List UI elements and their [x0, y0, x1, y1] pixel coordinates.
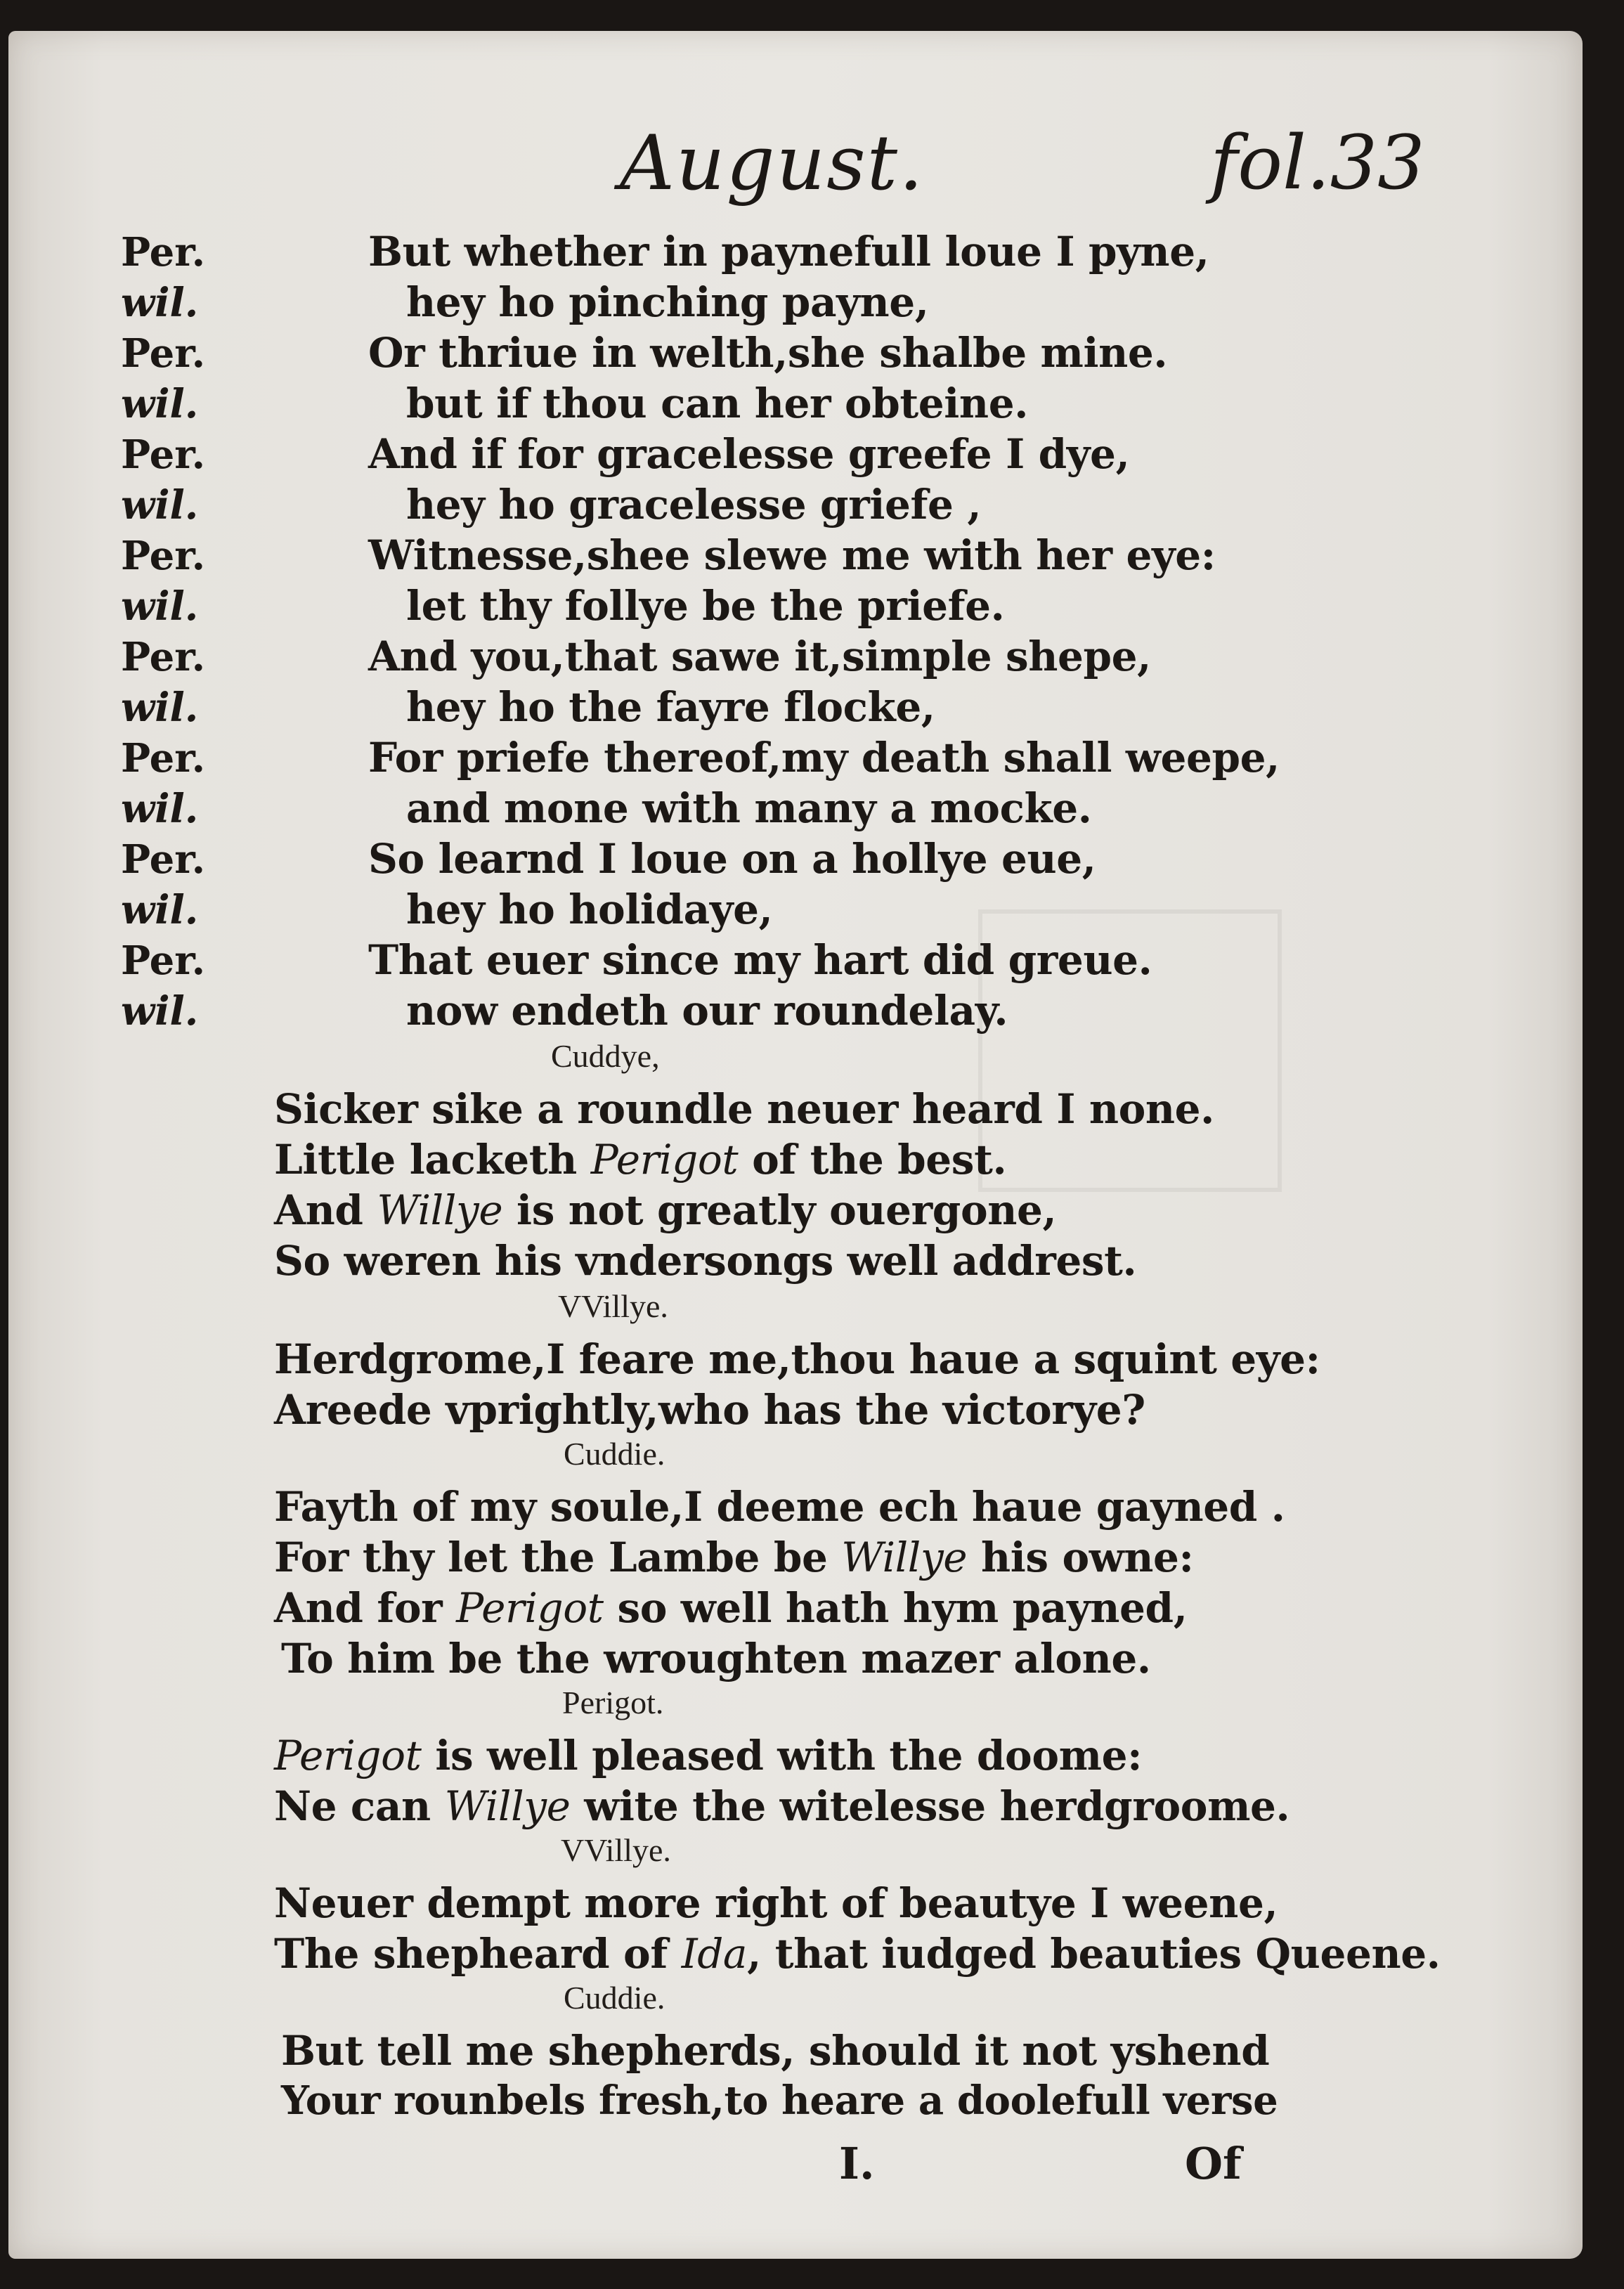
- verse-line: hey ho holidaye,: [406, 886, 773, 933]
- signature-mark: I.: [839, 2138, 875, 2189]
- verse-line: [274, 1584, 1188, 1632]
- speaker-label: wil.: [121, 280, 199, 326]
- verse-line: [274, 1930, 1441, 1978]
- speaker-heading: Cuddie.: [564, 1436, 665, 1472]
- verse-text: so well hath hym payned,: [603, 1584, 1188, 1632]
- speaker-label: wil.: [121, 685, 199, 731]
- speaker-heading: Cuddye,: [551, 1038, 660, 1074]
- verse-line: And if for gracelesse greefe I dye,: [368, 430, 1130, 478]
- speaker-label: Per.: [121, 634, 206, 680]
- verse-line: hey ho the fayre flocke,: [406, 683, 935, 731]
- verse-line: Areede vprightly,who has the victorye?: [274, 1386, 1145, 1434]
- verse-text: Little lacketh: [274, 1136, 591, 1184]
- verse-line: But tell me shepherds, should it not yshend: [281, 2027, 1270, 2075]
- verse-text: his owne:: [967, 1533, 1194, 1581]
- speaker-label: Per.: [121, 938, 206, 984]
- verse-line: [274, 1732, 1142, 1779]
- speaker-label: Per.: [121, 229, 206, 275]
- verse-text: And for: [274, 1584, 457, 1632]
- verse-line: For priefe thereof,my death shall weepe,: [368, 734, 1280, 782]
- speaker-label: wil.: [121, 583, 199, 630]
- italic-name: Perigot: [274, 1732, 422, 1779]
- verse-line: hey ho pinching payne,: [406, 278, 929, 326]
- verse-line: So weren his vndersongs well addrest.: [274, 1237, 1137, 1285]
- speaker-label: Per.: [121, 735, 206, 782]
- verse-line: let thy follye be the priefe.: [406, 582, 1005, 630]
- speaker-label: wil.: [121, 887, 199, 933]
- verse-text: wite the witelesse herdgroome.: [570, 1782, 1290, 1830]
- verse-text: The shepheard of: [274, 1930, 682, 1978]
- speaker-label: Per.: [121, 432, 206, 478]
- verse-line: To him be the wroughten mazer alone.: [281, 1635, 1151, 1682]
- verse-line: hey ho gracelesse griefe ,: [406, 481, 982, 529]
- verse-line: Fayth of my soule,I deeme ech haue gayned .: [274, 1483, 1285, 1531]
- speaker-heading: VVillye.: [558, 1288, 668, 1324]
- verse-line: So learnd I loue on a hollye eue,: [368, 835, 1096, 883]
- speaker-label: Per.: [121, 533, 206, 579]
- verse-line: But whether in paynefull loue I pyne,: [368, 228, 1209, 275]
- verse-line: but if thou can her obteine.: [406, 380, 1028, 427]
- verse-line: Neuer dempt more right of beautye I weene,: [274, 1879, 1278, 1927]
- verse-line: [274, 1782, 1290, 1830]
- verse-line: now endeth our roundelay.: [406, 987, 1008, 1035]
- italic-name: Perigot: [456, 1584, 604, 1632]
- verse-text: is well pleased with the doome:: [421, 1732, 1143, 1779]
- verse-line: Sicker sike a roundle neuer heard I none.: [274, 1085, 1214, 1133]
- verse-line: And you,that sawe it,simple shepe,: [368, 633, 1151, 680]
- italic-name: Ida: [681, 1930, 748, 1978]
- verse-line: [274, 1136, 1006, 1184]
- speaker-heading: Cuddie.: [564, 1980, 665, 2016]
- catchword: Of: [1185, 2138, 1242, 2189]
- verse-line: Your rounbels fresh,to heare a doolefull verse: [281, 2077, 1278, 2124]
- verse-line: and mone with many a mocke.: [406, 784, 1092, 832]
- verse-text: of the best.: [738, 1136, 1007, 1184]
- italic-name: Willye: [841, 1533, 968, 1581]
- speaker-label: Per.: [121, 836, 206, 883]
- verse-text: , that iudged beauties Queene.: [747, 1930, 1441, 1978]
- verse-line: That euer since my hart did greue.: [368, 936, 1152, 984]
- italic-name: Willye: [377, 1186, 503, 1234]
- speaker-label: wil.: [121, 988, 199, 1035]
- speaker-heading: VVillye.: [561, 1832, 671, 1868]
- verse-line: Witnesse,shee slewe me with her eye:: [368, 531, 1216, 579]
- verse-text: Ne can: [274, 1782, 445, 1830]
- verse-line: [274, 1533, 1194, 1581]
- speaker-label: wil.: [121, 786, 199, 832]
- speaker-label: wil.: [121, 482, 199, 529]
- page: [8, 31, 1583, 2259]
- verse-line: Or thriue in welth,she shalbe mine.: [368, 329, 1168, 377]
- italic-name: Willye: [444, 1782, 571, 1830]
- verse-text: And: [274, 1186, 377, 1234]
- speaker-label: Per.: [121, 330, 206, 377]
- verse-text: For thy let the Lambe be: [274, 1533, 842, 1581]
- verse-text: is not greatly ouergone,: [502, 1186, 1057, 1234]
- verse-line: [274, 1186, 1056, 1234]
- speaker-heading: Perigot.: [562, 1685, 664, 1720]
- running-title: August.: [620, 119, 925, 207]
- folio-number: fol.33: [1210, 119, 1425, 206]
- italic-name: Perigot: [590, 1136, 739, 1184]
- verse-line: Herdgrome,I feare me,thou haue a squint eye:: [274, 1335, 1320, 1383]
- speaker-label: wil.: [121, 381, 199, 427]
